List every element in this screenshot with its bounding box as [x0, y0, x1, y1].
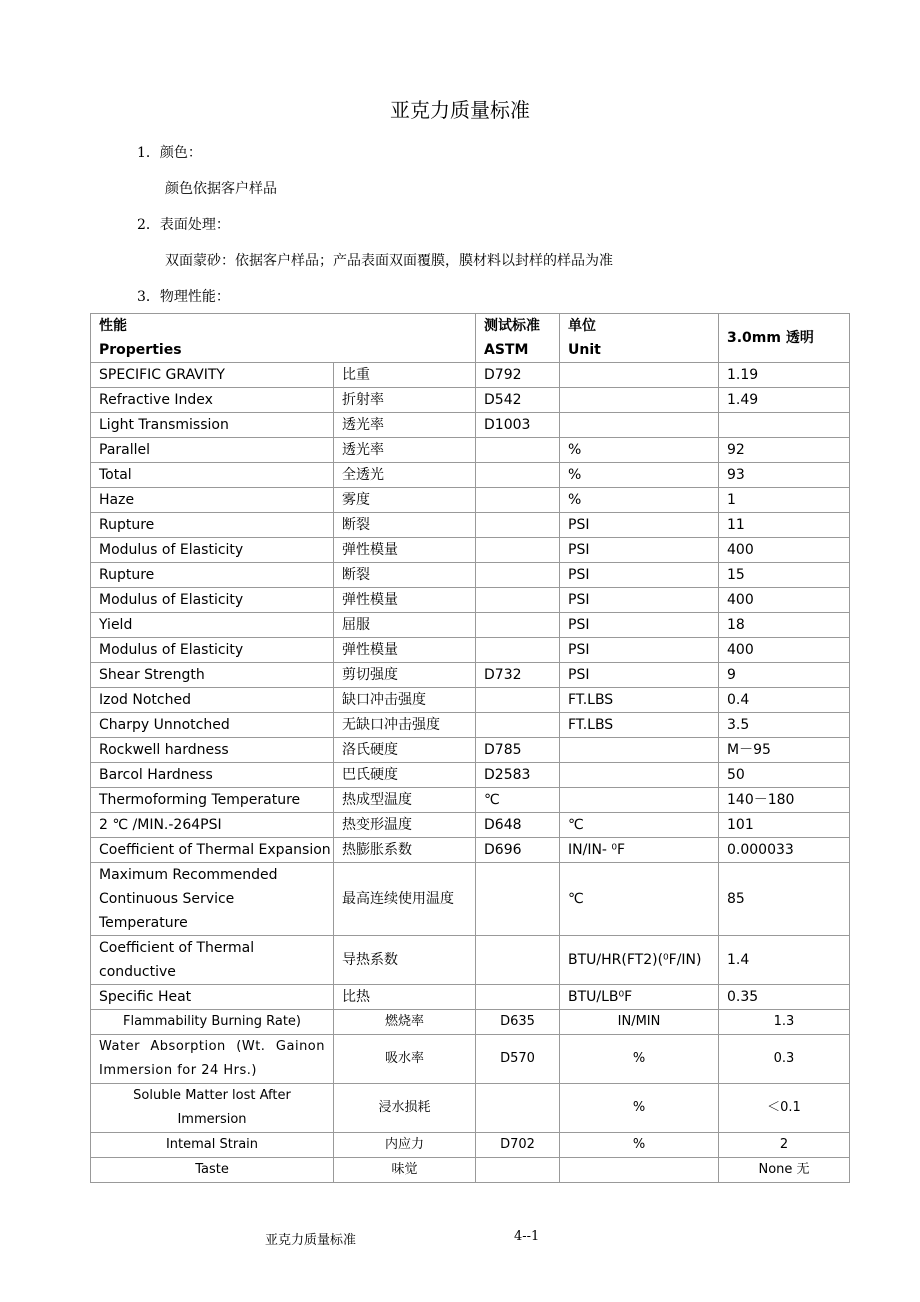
test-standard	[476, 463, 560, 488]
unit: %	[560, 488, 719, 513]
property-name-en: Maximum Recommended Continuous Service Temperature	[91, 863, 334, 936]
property-name-cn: 热变形温度	[334, 813, 476, 838]
table-row	[91, 738, 850, 763]
value: 0.35	[719, 985, 850, 1010]
property-name-cn: 断裂	[334, 563, 476, 588]
property-name-cn: 内应力	[334, 1133, 476, 1158]
test-standard: D570	[476, 1035, 560, 1084]
unit: PSI	[560, 563, 719, 588]
test-standard	[476, 613, 560, 638]
unit: PSI	[560, 538, 719, 563]
table-row	[91, 463, 850, 488]
unit: %	[560, 1035, 719, 1084]
unit	[560, 763, 719, 788]
property-name-cn: 透光率	[334, 413, 476, 438]
unit: FT.LBS	[560, 713, 719, 738]
section-1-body: 颜色依据客户样品	[165, 181, 277, 197]
value: None 无	[719, 1158, 850, 1183]
property-name-en: Izod Notched	[91, 688, 334, 713]
table-row	[91, 638, 850, 663]
unit: %	[560, 1084, 719, 1133]
property-name-en: Shear Strength	[91, 663, 334, 688]
property-name-en: Rupture	[91, 563, 334, 588]
property-name-en: Rupture	[91, 513, 334, 538]
property-name-cn: 巴氏硬度	[334, 763, 476, 788]
unit: FT.LBS	[560, 688, 719, 713]
table-row	[91, 413, 850, 438]
property-name-en: Haze	[91, 488, 334, 513]
value: 101	[719, 813, 850, 838]
table-row	[91, 538, 850, 563]
property-name-cn: 弹性模量	[334, 588, 476, 613]
unit	[560, 738, 719, 763]
table-row	[91, 1158, 850, 1183]
value: 93	[719, 463, 850, 488]
value: 92	[719, 438, 850, 463]
unit: BTU/LB⁰F	[560, 985, 719, 1010]
test-standard: D792	[476, 363, 560, 388]
test-standard: D542	[476, 388, 560, 413]
property-name-en: Modulus of Elasticity	[91, 588, 334, 613]
value: ＜0.1	[719, 1084, 850, 1133]
header-prop-en: Properties	[99, 342, 182, 358]
property-name-cn: 比热	[334, 985, 476, 1010]
value: 2	[719, 1133, 850, 1158]
header-std-en: ASTM	[484, 342, 529, 358]
header-unit-en: Unit	[568, 342, 601, 358]
value: 400	[719, 638, 850, 663]
unit: %	[560, 463, 719, 488]
test-standard	[476, 513, 560, 538]
value: 400	[719, 538, 850, 563]
test-standard	[476, 638, 560, 663]
footer-page-number: 4--1	[514, 1229, 540, 1244]
unit	[560, 388, 719, 413]
table-row	[91, 438, 850, 463]
value: M－95	[719, 738, 850, 763]
value: 0.3	[719, 1035, 850, 1084]
header-prop-cn: 性能	[99, 318, 127, 334]
value: 400	[719, 588, 850, 613]
property-name-cn: 比重	[334, 363, 476, 388]
test-standard	[476, 985, 560, 1010]
properties-table	[90, 313, 850, 1183]
value: 1.3	[719, 1010, 850, 1035]
test-standard	[476, 688, 560, 713]
unit: ℃	[560, 863, 719, 936]
property-name-en: Refractive Index	[91, 388, 334, 413]
table-row	[91, 1133, 850, 1158]
unit: BTU/HR(FT2)(⁰F/IN)	[560, 936, 719, 985]
table-row	[91, 713, 850, 738]
property-name-cn: 味觉	[334, 1158, 476, 1183]
property-name-en: Charpy Unnotched	[91, 713, 334, 738]
property-name-en: Barcol Hardness	[91, 763, 334, 788]
value: 140－180	[719, 788, 850, 813]
test-standard: D785	[476, 738, 560, 763]
table-row	[91, 838, 850, 863]
unit: PSI	[560, 613, 719, 638]
property-name-en: Thermoforming Temperature	[91, 788, 334, 813]
unit: PSI	[560, 588, 719, 613]
property-name-cn: 透光率	[334, 438, 476, 463]
property-name-cn: 无缺口冲击强度	[334, 713, 476, 738]
property-name-en: Total	[91, 463, 334, 488]
test-standard: ℃	[476, 788, 560, 813]
test-standard: D648	[476, 813, 560, 838]
test-standard: D1003	[476, 413, 560, 438]
header-standard	[476, 314, 560, 363]
test-standard	[476, 1158, 560, 1183]
property-name-cn: 全透光	[334, 463, 476, 488]
property-name-en: 2 ℃ /MIN.-264PSI	[91, 813, 334, 838]
value: 11	[719, 513, 850, 538]
property-name-cn: 雾度	[334, 488, 476, 513]
table-row	[91, 388, 850, 413]
table-row	[91, 985, 850, 1010]
test-standard: D635	[476, 1010, 560, 1035]
property-name-en: Rockwell hardness	[91, 738, 334, 763]
unit: IN/MIN	[560, 1010, 719, 1035]
value	[719, 413, 850, 438]
property-name-cn: 吸水率	[334, 1035, 476, 1084]
test-standard: D2583	[476, 763, 560, 788]
table-row	[91, 763, 850, 788]
section-1-heading: 1．颜色：	[137, 145, 202, 161]
value: 50	[719, 763, 850, 788]
property-name-cn: 燃烧率	[334, 1010, 476, 1035]
unit: PSI	[560, 638, 719, 663]
property-name-cn: 热膨胀系数	[334, 838, 476, 863]
value: 15	[719, 563, 850, 588]
test-standard: D696	[476, 838, 560, 863]
test-standard	[476, 863, 560, 936]
header-unit-cn: 单位	[568, 318, 596, 334]
property-name-en: Modulus of Elasticity	[91, 538, 334, 563]
value: 1.19	[719, 363, 850, 388]
property-name-cn: 洛氏硬度	[334, 738, 476, 763]
test-standard: D702	[476, 1133, 560, 1158]
property-name-en: Coefficient of Thermal conductive	[91, 936, 334, 985]
test-standard	[476, 1084, 560, 1133]
unit: ℃	[560, 813, 719, 838]
property-name-cn: 最高连续使用温度	[334, 863, 476, 936]
property-name-cn: 热成型温度	[334, 788, 476, 813]
table-row	[91, 936, 850, 985]
property-name-cn: 折射率	[334, 388, 476, 413]
test-standard	[476, 713, 560, 738]
property-name-cn: 弹性模量	[334, 538, 476, 563]
value: 1.4	[719, 936, 850, 985]
property-name-en: Coefficient of Thermal Expansion	[91, 838, 334, 863]
unit	[560, 413, 719, 438]
table-row	[91, 1010, 850, 1035]
property-name-cn: 弹性模量	[334, 638, 476, 663]
table-header-row	[91, 314, 850, 363]
table-row	[91, 688, 850, 713]
test-standard	[476, 936, 560, 985]
header-properties	[91, 314, 476, 363]
property-name-en: Taste	[91, 1158, 334, 1183]
value: 3.5	[719, 713, 850, 738]
value: 1.49	[719, 388, 850, 413]
footer-title: 亚克力质量标准	[265, 1233, 357, 1248]
table-row	[91, 1035, 850, 1084]
table-row	[91, 363, 850, 388]
table-row	[91, 863, 850, 936]
page-title: 亚克力质量标准	[390, 98, 530, 122]
test-standard	[476, 563, 560, 588]
table-row	[91, 1084, 850, 1133]
test-standard: D732	[476, 663, 560, 688]
value: 1	[719, 488, 850, 513]
property-name-cn: 缺口冲击强度	[334, 688, 476, 713]
unit	[560, 363, 719, 388]
value: 0.000033	[719, 838, 850, 863]
test-standard	[476, 538, 560, 563]
header-value: 3.0mm 透明	[719, 314, 850, 363]
table-row	[91, 588, 850, 613]
property-name-en: Yield	[91, 613, 334, 638]
property-name-en: Parallel	[91, 438, 334, 463]
unit: %	[560, 1133, 719, 1158]
property-name-cn: 浸水损耗	[334, 1084, 476, 1133]
header-std-cn: 测试标准	[484, 318, 540, 334]
table-row	[91, 813, 850, 838]
value: 0.4	[719, 688, 850, 713]
property-name-cn: 导热系数	[334, 936, 476, 985]
property-name-en: Modulus of Elasticity	[91, 638, 334, 663]
unit: PSI	[560, 663, 719, 688]
header-unit	[560, 314, 719, 363]
table-row	[91, 663, 850, 688]
table-row	[91, 488, 850, 513]
value: 18	[719, 613, 850, 638]
value: 9	[719, 663, 850, 688]
table-row	[91, 563, 850, 588]
property-name-en: Soluble Matter lost After Immersion	[91, 1084, 334, 1133]
property-name-en: Water Absorption (Wt. Gainon Immersion for 24 Hrs.)	[91, 1035, 334, 1084]
unit: PSI	[560, 513, 719, 538]
property-name-cn: 剪切强度	[334, 663, 476, 688]
property-name-en: Flammability Burning Rate)	[91, 1010, 334, 1035]
unit: IN/IN- ⁰F	[560, 838, 719, 863]
unit	[560, 788, 719, 813]
test-standard	[476, 588, 560, 613]
table-row	[91, 788, 850, 813]
property-name-en: Intemal Strain	[91, 1133, 334, 1158]
table-row	[91, 513, 850, 538]
section-2-body: 双面蒙砂：依据客户样品；产品表面双面覆膜，膜材料以封样的样品为准	[165, 253, 613, 269]
unit	[560, 1158, 719, 1183]
property-name-en: Specific Heat	[91, 985, 334, 1010]
unit: %	[560, 438, 719, 463]
section-2-heading: 2．表面处理：	[137, 217, 230, 233]
value: 85	[719, 863, 850, 936]
property-name-cn: 屈服	[334, 613, 476, 638]
property-name-en: SPECIFIC GRAVITY	[91, 363, 334, 388]
test-standard	[476, 488, 560, 513]
section-3-heading: 3．物理性能：	[137, 289, 230, 305]
table-row	[91, 613, 850, 638]
test-standard	[476, 438, 560, 463]
property-name-cn: 断裂	[334, 513, 476, 538]
property-name-en: Light Transmission	[91, 413, 334, 438]
